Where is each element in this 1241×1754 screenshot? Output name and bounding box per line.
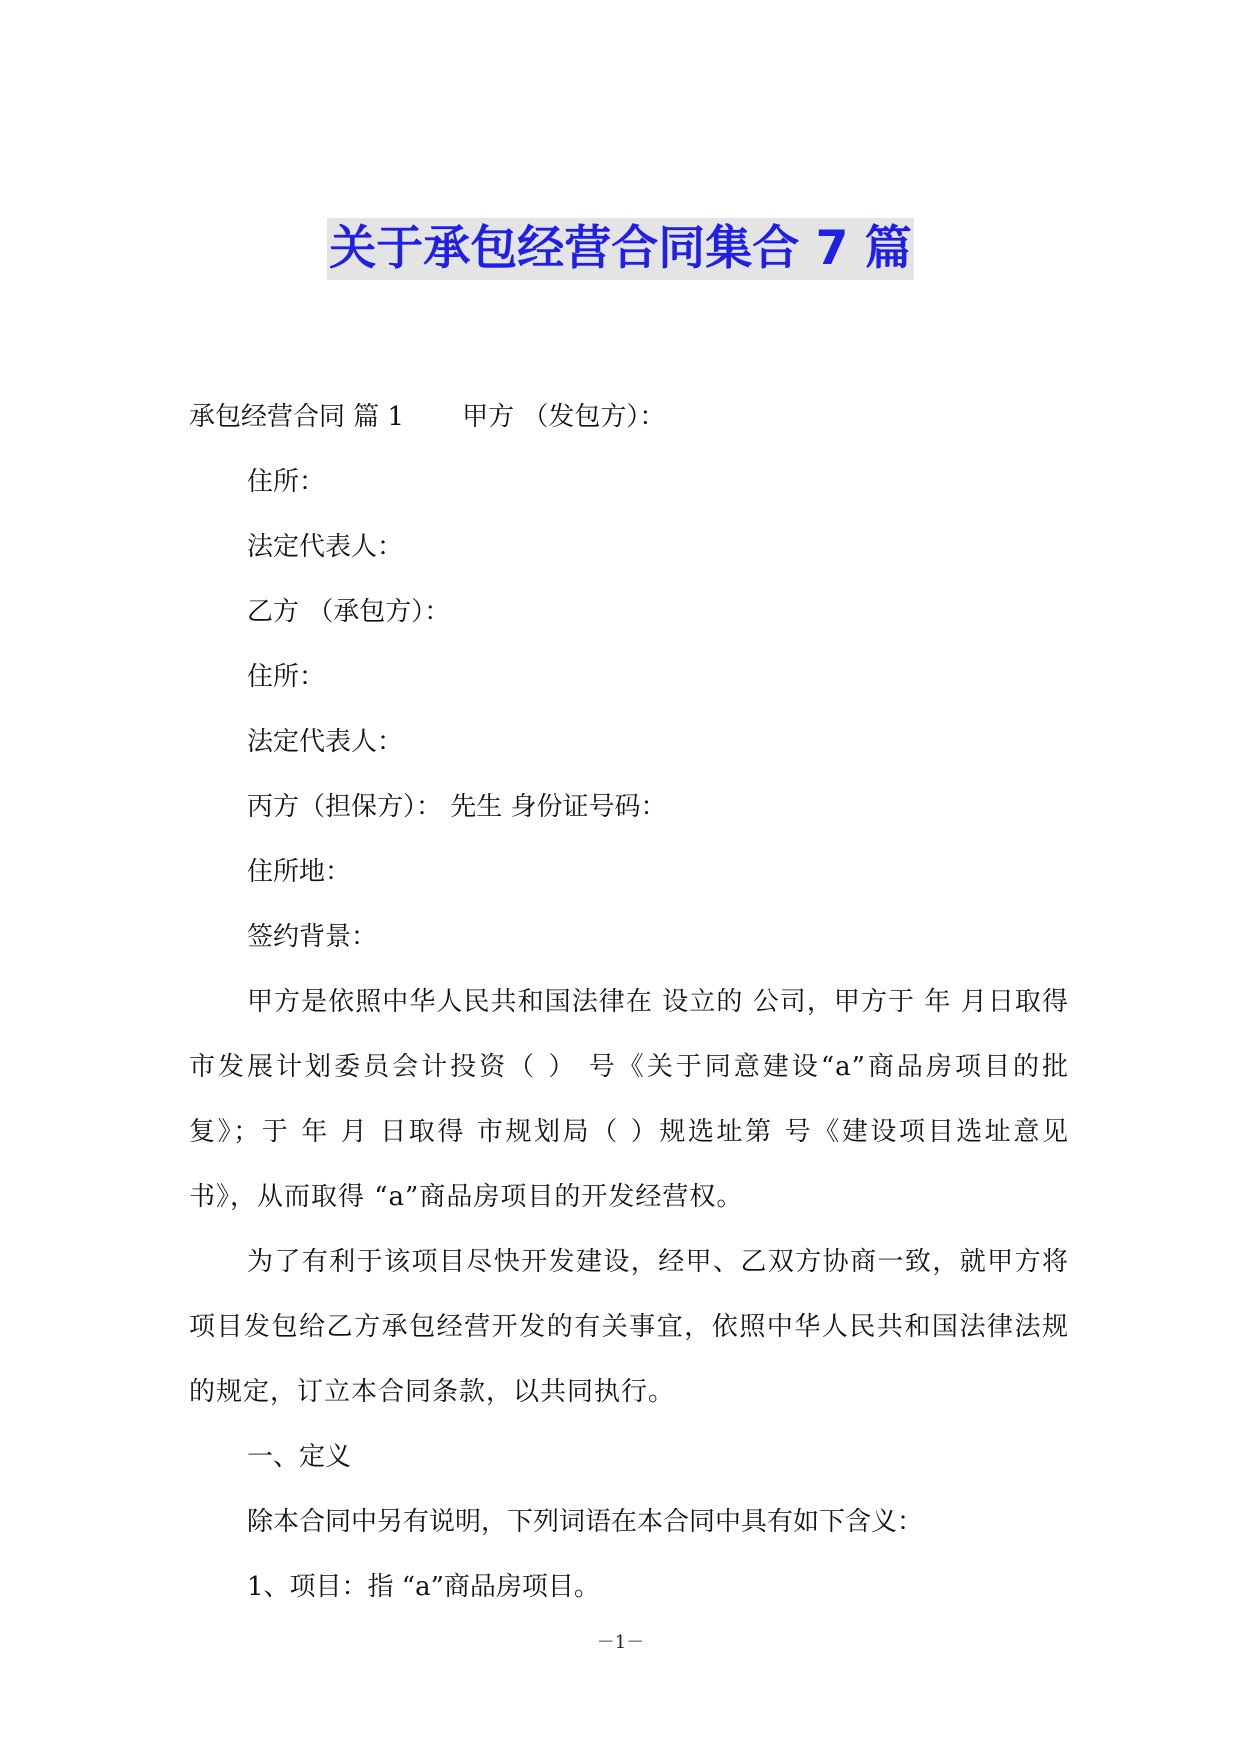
signing-background-heading: 签约背景：: [247, 922, 378, 952]
background-paragraph: 甲方是依照中华人民共和国法律在 设立的 公司，甲方于 年 月日取得 市发展计划委员会计投资（ ） 号《关于同意建设“a”商品房项目的批复》；于 年 月 日取得 市规划局（ ）规选址第 号《建设项目选址意见书》，从而取得 “a”商品房项目的开发经营权。: [189, 987, 1069, 1212]
document-title: 关于承包经营合同集合 7 篇: [327, 218, 913, 280]
party-a-address: 住所：: [247, 467, 326, 497]
party-b-representative: 法定代表人：: [247, 727, 404, 757]
contract-header-line: [189, 385, 1069, 450]
party-b-label: 乙方 （承包方）：: [247, 597, 451, 627]
party-a-label: 甲方 （发包方）：: [462, 402, 666, 432]
contract-label: 承包经营合同 篇 1: [189, 402, 405, 432]
section-heading-definitions: 一、定义: [247, 1442, 352, 1472]
party-b-address: 住所：: [247, 662, 326, 692]
definitions-intro: 除本合同中另有说明，下列词语在本合同中具有如下含义：: [247, 1507, 924, 1537]
party-a-representative: 法定代表人：: [247, 532, 404, 562]
document-body: [189, 385, 1069, 1620]
definition-item-1: 1、项目：指 “a”商品房项目。: [247, 1572, 600, 1602]
page-number: －1－: [596, 1632, 645, 1653]
title-container: [0, 218, 1241, 280]
purpose-paragraph: 为了有利于该项目尽快开发建设，经甲、乙双方协商一致，就甲方将项目发包给乙方承包经营开发的有关事宜，依照中华人民共和国法律法规的规定，订立本合同条款，以共同执行。: [189, 1247, 1069, 1407]
party-c-label: 丙方（担保方）： 先生 身份证号码：: [247, 792, 667, 822]
party-c-address: 住所地：: [247, 857, 352, 887]
